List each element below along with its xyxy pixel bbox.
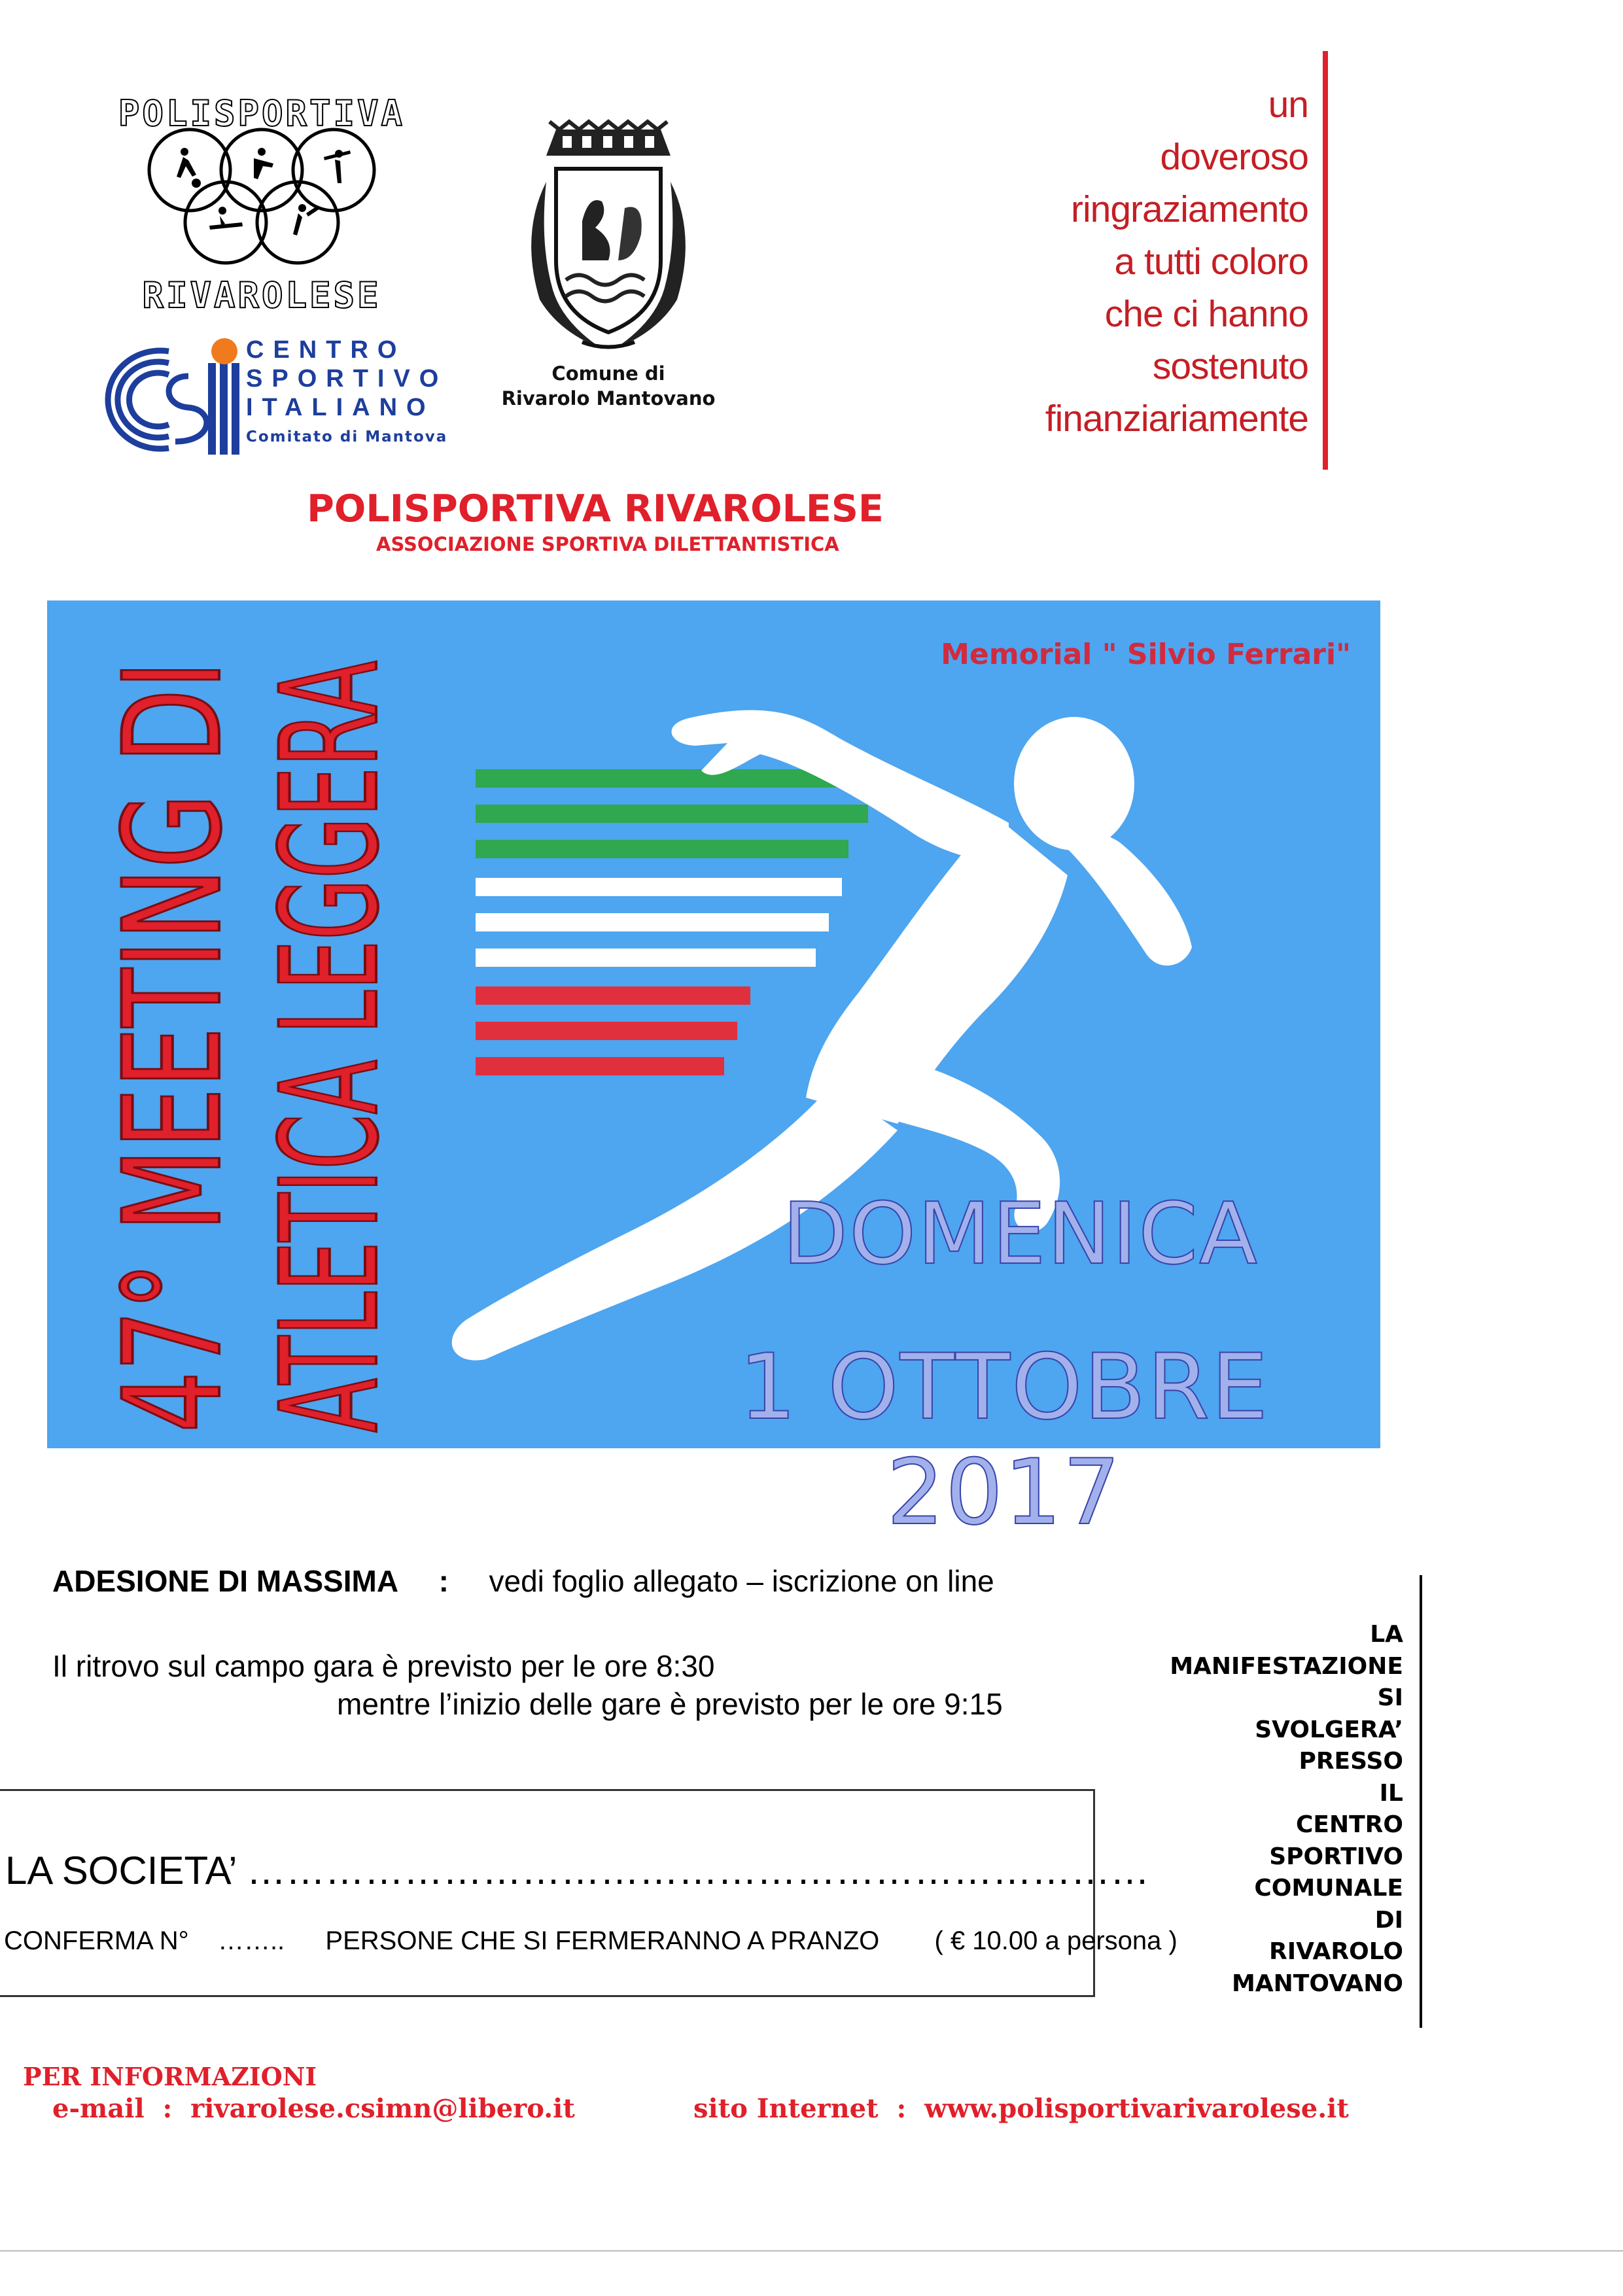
website-link[interactable]: www.polisportivarivarolese.it: [924, 2093, 1349, 2124]
thanks-line: un: [1268, 84, 1308, 126]
ritrovo-text: Il ritrovo sul campo gara è previsto per le ore 8:30: [52, 1649, 715, 1683]
memorial-title: Memorial " Silvio Ferrari": [941, 638, 1351, 671]
email-label: e-mail :: [52, 2093, 191, 2124]
comune-line-1: Comune di: [551, 362, 665, 385]
logo-word-bottom: RIVAROLESE: [142, 275, 381, 316]
venue-divider: [1420, 1575, 1422, 2028]
venue-line: COMUNALE: [1254, 1875, 1403, 1902]
csi-line-sportivo: SPORTIVO: [246, 365, 448, 392]
csi-line-italiano: ITALIANO: [246, 394, 435, 421]
adesione-text: vedi foglio allegato – iscrizione on line: [489, 1564, 994, 1598]
association-subtitle: ASSOCIAZIONE SPORTIVA DILETTANTISTICA: [376, 533, 839, 555]
comune-label: [445, 361, 772, 411]
polisportiva-logo: [98, 92, 425, 321]
venue-line: RIVAROLO: [1269, 1938, 1403, 1965]
adesione-label: ADESIONE DI MASSIMA: [52, 1564, 399, 1598]
venue-line: IL: [1379, 1779, 1403, 1807]
conferma-count-field[interactable]: ……..: [217, 1926, 285, 1955]
venue-line: MANTOVANO: [1231, 1970, 1403, 1997]
thanks-line: ringraziamento: [1070, 188, 1308, 230]
thanks-line: che ci hanno: [1104, 293, 1308, 335]
event-day: DOMENICA: [782, 1184, 1259, 1283]
thanks-line: a tutti coloro: [1114, 241, 1308, 283]
adesione-separator: :: [438, 1564, 449, 1598]
price-text: ( € 10.00 a persona ): [934, 1926, 1178, 1955]
venue-line: DI: [1374, 1906, 1403, 1934]
csi-committee: Comitato di Mantova: [246, 428, 448, 445]
csi-line-centro: CENTRO: [246, 336, 406, 364]
info-heading: PER INFORMAZIONI: [23, 2062, 317, 2091]
conferma-label: CONFERMA N°: [4, 1926, 189, 1955]
persone-text: PERSONE CHE SI FERMERANNO A PRANZO: [325, 1926, 880, 1955]
inizio-text: mentre l’inizio delle gare è previsto per le ore 9:15: [337, 1687, 1003, 1721]
title-line-1: 47° MEETING DI: [96, 654, 251, 1433]
comune-crest-icon: [484, 116, 733, 358]
venue-line: CENTRO: [1295, 1811, 1403, 1838]
venue-line: PRESSO: [1299, 1748, 1403, 1775]
vertical-title: [79, 654, 379, 1439]
website-line: [693, 2093, 1349, 2124]
registration-form-box: [0, 1789, 1095, 1997]
thanks-line: sostenuto: [1152, 345, 1308, 387]
thanks-divider: [1323, 51, 1328, 470]
venue-line: MANIFESTAZIONE: [1170, 1652, 1403, 1680]
page-bottom-rule: [0, 2250, 1623, 2252]
tricolor-stripes-icon: [476, 769, 888, 1075]
csi-logo: [90, 337, 457, 458]
conferma-line: [4, 1926, 1178, 1956]
venue-line: SPORTIVO: [1269, 1843, 1403, 1870]
logo-word-top: POLISPORTIVA: [118, 93, 406, 134]
thanks-line: finanziariamente: [1045, 398, 1308, 440]
comune-line-2: Rivarolo Mantovano: [501, 387, 716, 409]
venue-line: SI: [1377, 1684, 1403, 1711]
societa-field[interactable]: LA SOCIETA’ ……………………………………………………………: [5, 1849, 1149, 1892]
thanks-block: [968, 78, 1308, 445]
title-line-2: ATLETICA: [253, 803, 379, 1433]
email-line: [52, 2093, 575, 2124]
venue-line: SVOLGERA’: [1255, 1716, 1403, 1743]
adesione-line: [52, 1563, 994, 1599]
website-label: sito Internet :: [693, 2093, 925, 2124]
thanks-line: doveroso: [1160, 136, 1308, 178]
csi-mark-icon: [90, 337, 241, 458]
event-date: 1 OTTOBRE 2017: [739, 1334, 1270, 1545]
email-link[interactable]: rivarolese.csimn@libero.it: [190, 2093, 575, 2124]
venue-line: LA: [1370, 1621, 1403, 1648]
association-name: POLISPORTIVA RIVAROLESE: [307, 487, 884, 531]
